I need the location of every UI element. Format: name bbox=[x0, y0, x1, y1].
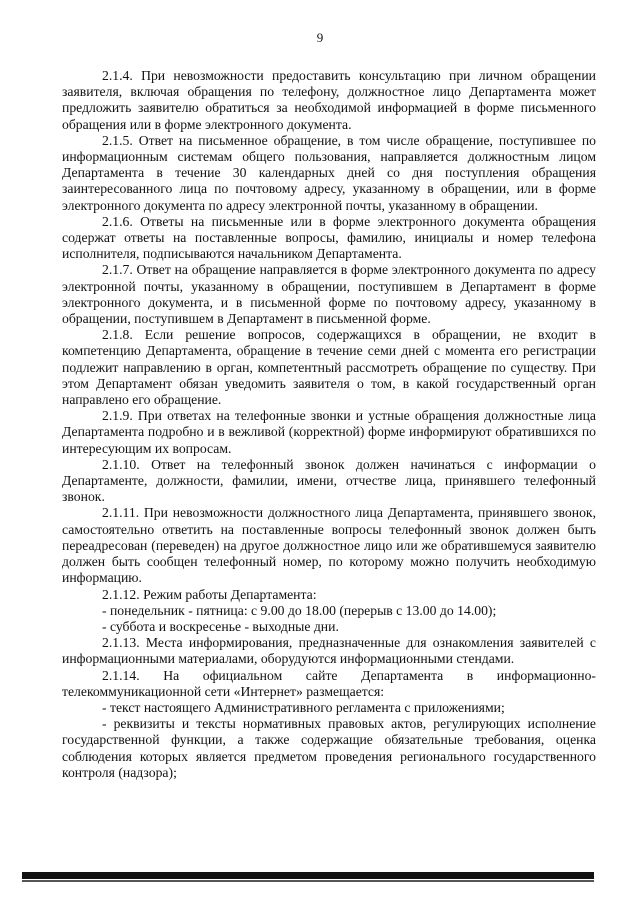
paragraph-2-1-7: 2.1.7. Ответ на обращение направляется в форме электронного документа по адресу электронной почты, указанному в обращении, поступившем в Департамент в форме электронного документа, и в письменной форме по почтовому адресу, указанному в обращении, поступившем в Департамент в письменной форме. bbox=[62, 262, 596, 327]
scan-edge-line bbox=[22, 880, 594, 882]
paragraph-2-1-11: 2.1.11. При невозможности должностного лица Департамента, принявшего звонок, самостоятельно ответить на поставленные вопросы телефонный звонок должен быть переадресован (переведен) на другое должностное лицо или же обратившемуся заявителю должен быть сообщен телефонный номер, по которому можно получить необходимую информацию. bbox=[62, 505, 596, 586]
list-item-regulation-text: - текст настоящего Административного регламента с приложениями; bbox=[102, 699, 505, 715]
list-item-weekend: - суббота и воскресенье - выходные дни. bbox=[102, 618, 339, 634]
list-item-weekdays: - понедельник - пятница: с 9.00 до 18.00 (перерыв с 13.00 до 14.00); bbox=[102, 602, 497, 618]
document-body bbox=[62, 68, 596, 781]
paragraph-2-1-4: 2.1.4. При невозможности предоставить консультацию при личном обращении заявителя, включая обращения по телефону, должностное лицо Департамента может предложить заявителю обратиться за необходимой информацией в форме письменного обращения или в форме электронного документа. bbox=[62, 68, 596, 132]
paragraph-2-1-14: 2.1.14. На официальном сайте Департамента в информационно-телекоммуникационной сети «Интернет» размещается: bbox=[62, 667, 596, 699]
scan-edge-bar bbox=[22, 872, 594, 879]
paragraph-2-1-8: 2.1.8. Если решение вопросов, содержащихся в обращении, не входит в компетенцию Департамента, обращение в течение семи дней с момента его регистрации подлежит направлению в орган, компетентный рассмотреть обращение по существу. При этом Департамент обязан уведомить заявителя о том, в какой государственный орган направлено его обращение. bbox=[62, 327, 596, 408]
page-number: 9 bbox=[316, 30, 324, 45]
paragraph-2-1-13: 2.1.13. Места информирования, предназначенные для ознакомления заявителей с информационными материалами, оборудуются информационными стендами. bbox=[62, 635, 596, 667]
paragraph-2-1-6: 2.1.6. Ответы на письменные или в форме электронного документа обращения содержат ответы на поставленные вопросы, фамилию, инициалы и номер телефона исполнителя, подписываются начальником Департамента. bbox=[62, 213, 596, 262]
paragraph-2-1-10: 2.1.10. Ответ на телефонный звонок должен начинаться с информации о Департаменте, должности, фамилии, имени, отчестве лица, принявшего телефонный звонок. bbox=[62, 456, 596, 505]
paragraph-2-1-12: 2.1.12. Режим работы Департамента: bbox=[102, 586, 317, 602]
list-item-legal-acts: - реквизиты и тексты нормативных правовых актов, регулирующих исполнение государственной функции, а также содержащие обязательные требования, оценка соблюдения которых является предметом проведения регионального государственного контроля (надзора); bbox=[62, 716, 596, 780]
paragraph-2-1-9: 2.1.9. При ответах на телефонные звонки и устные обращения должностные лица Департамента подробно и в вежливой (корректной) форме информируют обратившихся по интересующим их вопросам. bbox=[62, 408, 596, 456]
paragraph-2-1-5: 2.1.5. Ответ на письменное обращение, в том числе обращение, поступившее по информационным системам общего пользования, направляется должностным лицом Департамента в течение 30 календарных дней со дня поступления обращения заинтересованного лица по почтовому адресу, указанному в обращении, или в форме электронного документа по адресу электронной почты, указанному в обращении. bbox=[62, 132, 596, 213]
